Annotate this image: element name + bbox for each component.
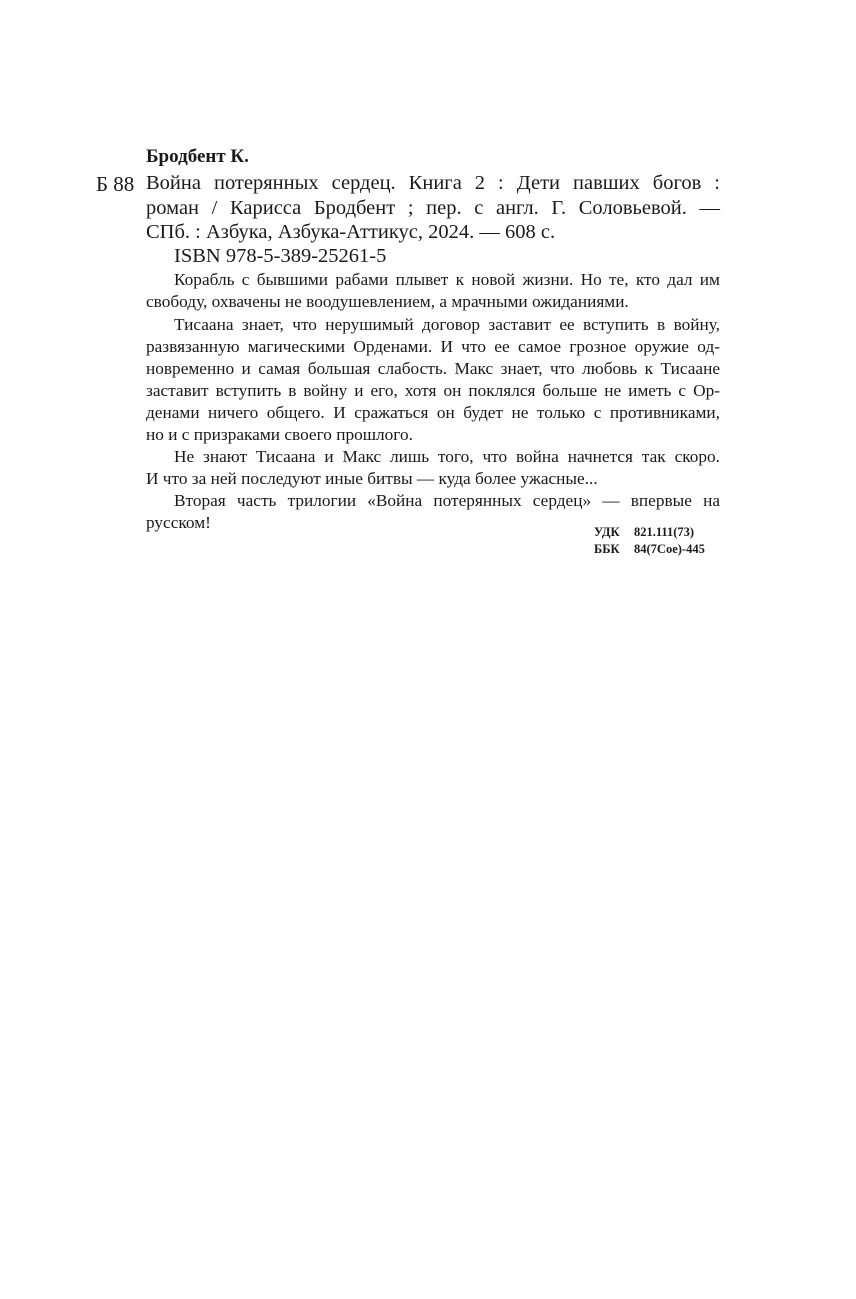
author-heading: Бродбент К.	[146, 146, 249, 167]
bbk-label: ББК	[594, 542, 620, 556]
annotation-line: И что за ней последуют иные битвы — куда более ужасные...	[146, 469, 598, 488]
udk-label: УДК	[594, 525, 620, 539]
annotation-line: Не знают Тисаана и Макс лишь того, что война начнется так скоро.	[174, 447, 720, 466]
annotation-line: Вторая часть трилогии «Война потерянных сердец» — впервые на	[174, 491, 720, 510]
udk-code	[560, 525, 720, 540]
annotation-line: но и с призраками своего прошлого.	[146, 425, 413, 444]
bibliographic-line: Война потерянных сердец. Книга 2 : Дети павших богов :	[146, 172, 720, 194]
annotation-line: Корабль с бывшими рабами плывет к новой жизни. Но те, кто дал им	[174, 270, 720, 289]
bbk-value: 84(7Сое)-445	[634, 542, 705, 556]
isbn: ISBN 978-5-389-25261-5	[174, 245, 387, 267]
annotation-line: заставит вступить в войну и его, хотя он поклялся больше не иметь с Ор-	[146, 381, 720, 400]
annotation-line: русском!	[146, 513, 211, 532]
author-code: Б 88	[96, 172, 135, 196]
annotation-line: Тисаана знает, что нерушимый договор заставит ее вступить в войну,	[174, 315, 720, 334]
bibliographic-line: роман / Карисса Бродбент ; пер. с англ. Г. Соловьевой. —	[146, 197, 720, 219]
bibliographic-line: СПб. : Азбука, Азбука-Аттикус, 2024. — 608 с.	[146, 221, 556, 243]
annotation-line: развязанную магическими Орденами. И что ее самое грозное оружие од-	[146, 337, 720, 356]
annotation-line: денами ничего общего. И сражаться он будет не только с противниками,	[146, 403, 720, 422]
bbk-code	[560, 542, 720, 557]
annotation-line: свободу, охвачены не воодушевлением, а мрачными ожиданиями.	[146, 292, 629, 311]
udk-value: 821.111(73)	[634, 525, 695, 539]
annotation-line: новременно и самая большая слабость. Макс знает, что любовь к Тисаане	[146, 359, 720, 378]
